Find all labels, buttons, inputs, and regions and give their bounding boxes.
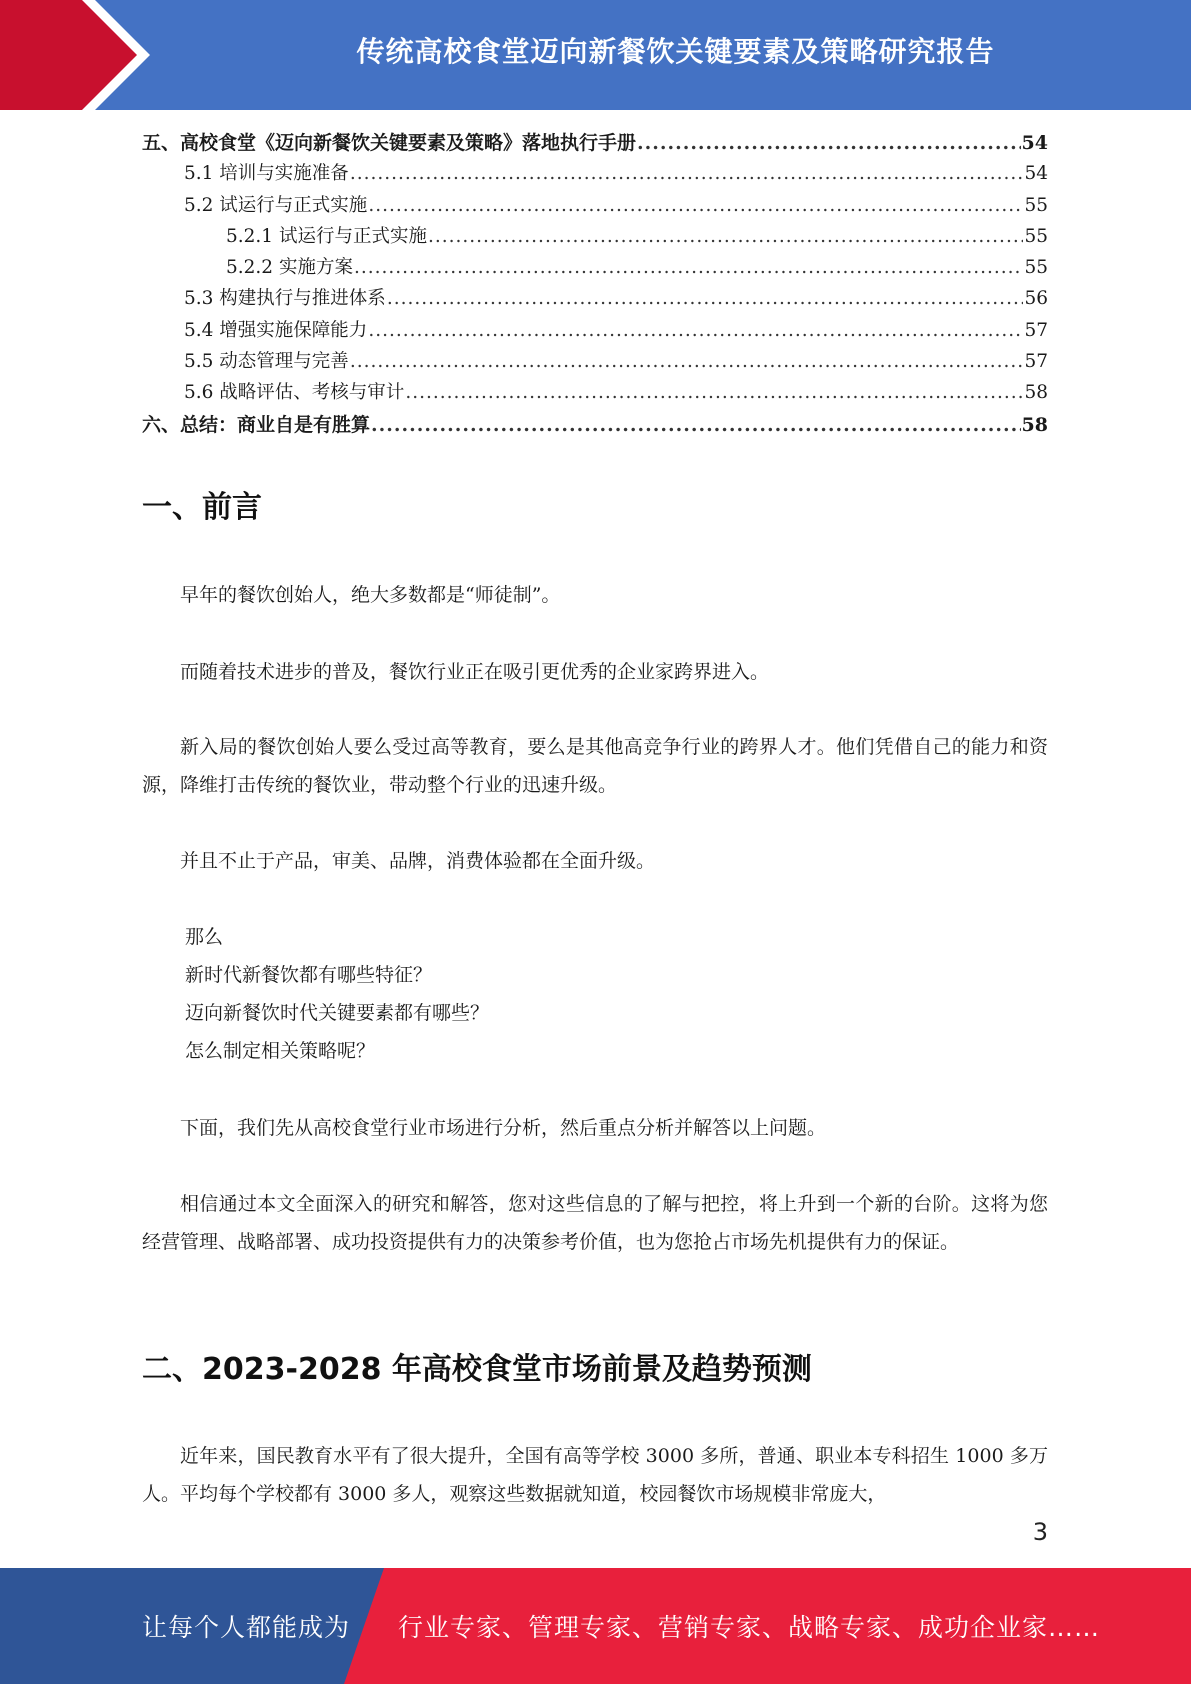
toc-leader-dots bbox=[428, 226, 1023, 247]
toc-entry-page: 55 bbox=[1024, 194, 1048, 216]
toc-leader-dots bbox=[350, 163, 1024, 184]
toc-entry-page: 58 bbox=[1021, 413, 1048, 436]
page-number: 3 bbox=[1032, 1518, 1048, 1546]
toc-entry-title: 5.6 战略评估、考核与审计 bbox=[184, 382, 405, 404]
toc-entry-page: 58 bbox=[1024, 382, 1048, 404]
body-paragraph: 早年的餐饮创始人，绝大多数都是“师徒制”。 bbox=[180, 584, 561, 606]
toc-leader-dots bbox=[368, 195, 1023, 216]
toc-entry[interactable] bbox=[142, 191, 1048, 222]
toc-entry-title: 5.3 构建执行与推进体系 bbox=[184, 288, 386, 310]
question-line: 那么 bbox=[185, 926, 224, 948]
footer-slogan-right: 行业专家、管理专家、营销专家、战略专家、成功企业家…… bbox=[398, 1613, 1101, 1642]
toc-entry[interactable] bbox=[142, 410, 1048, 441]
body-paragraph: 近年来，国民教育水平有了很大提升，全国有高等学校 3000 多所，普通、职业本专科招生 1000 多万人。平均每个学校都有 3000 多人，观察这些数据就知道，校园餐饮市场规模非常庞大， bbox=[142, 1445, 1048, 1505]
toc-entry-page: 56 bbox=[1024, 288, 1048, 310]
toc-entry-page: 55 bbox=[1024, 257, 1048, 279]
toc-entry[interactable] bbox=[142, 128, 1048, 159]
toc-leader-dots bbox=[637, 132, 1021, 154]
section-heading-preface: 一、前言 bbox=[142, 490, 262, 525]
toc-entry-title: 五、高校食堂《迈向新餐饮关键要素及策略》落地执行手册 bbox=[142, 132, 637, 154]
toc-leader-dots bbox=[387, 288, 1024, 309]
toc-entry[interactable] bbox=[142, 284, 1048, 315]
toc-entry[interactable] bbox=[142, 222, 1048, 253]
toc-entry-title: 5.4 增强实施保障能力 bbox=[184, 319, 368, 341]
page-footer bbox=[0, 1568, 1191, 1684]
body-paragraph: 而随着技术进步的普及，餐饮行业正在吸引更优秀的企业家跨界进入。 bbox=[180, 661, 770, 683]
page-header bbox=[0, 0, 1191, 110]
toc-leader-dots bbox=[350, 351, 1024, 372]
toc-entry-title: 5.5 动态管理与完善 bbox=[184, 351, 349, 373]
toc-entry-page: 54 bbox=[1024, 163, 1048, 185]
toc-entry-title: 六、总结：商业自是有胜算 bbox=[142, 413, 371, 436]
question-line: 迈向新餐饮时代关键要素都有哪些？ bbox=[185, 1002, 490, 1024]
toc-entry-title: 5.2.2 实施方案 bbox=[226, 257, 353, 279]
toc-entry-title: 5.1 培训与实施准备 bbox=[184, 163, 349, 185]
question-line: 怎么制定相关策略呢？ bbox=[185, 1040, 376, 1062]
toc-leader-dots bbox=[405, 382, 1023, 403]
body-paragraph: 并且不止于产品，审美、品牌，消费体验都在全面升级。 bbox=[180, 850, 656, 872]
toc-leader-dots bbox=[368, 320, 1023, 341]
table-of-contents bbox=[142, 128, 1048, 441]
toc-entry-title: 5.2.1 试运行与正式实施 bbox=[226, 225, 427, 247]
toc-entry[interactable] bbox=[142, 253, 1048, 284]
toc-entry[interactable] bbox=[142, 347, 1048, 378]
section-heading-market-outlook: 二、2023-2028 年高校食堂市场前景及趋势预测 bbox=[142, 1352, 812, 1387]
toc-leader-dots bbox=[354, 257, 1024, 278]
body-paragraph: 下面，我们先从高校食堂行业市场进行分析，然后重点分析并解答以上问题。 bbox=[180, 1117, 827, 1139]
body-paragraph: 相信通过本文全面深入的研究和解答，您对这些信息的了解与把控，将上升到一个新的台阶。这将为您经营管理、战略部署、成功投资提供有力的决策参考价值，也为您抢占市场先机提供有力的保证。 bbox=[142, 1193, 1048, 1253]
body-paragraph: 新入局的餐饮创始人要么受过高等教育，要么是其他高竞争行业的跨界人才。他们凭借自己的能力和资源，降维打击传统的餐饮业，带动整个行业的迅速升级。 bbox=[142, 736, 1048, 796]
toc-entry[interactable] bbox=[142, 159, 1048, 190]
toc-entry-title: 5.2 试运行与正式实施 bbox=[184, 194, 368, 216]
document-title: 传统高校食堂迈向新餐饮关键要素及策略研究报告 bbox=[356, 35, 995, 68]
toc-entry[interactable] bbox=[142, 316, 1048, 347]
footer-slogan-left: 让每个人都能成为 bbox=[142, 1613, 351, 1642]
toc-leader-dots bbox=[371, 414, 1021, 436]
toc-entry-page: 55 bbox=[1024, 225, 1048, 247]
toc-entry-page: 57 bbox=[1024, 319, 1048, 341]
toc-entry-page: 57 bbox=[1024, 351, 1048, 373]
toc-entry-page: 54 bbox=[1021, 132, 1048, 154]
question-line: 新时代新餐饮都有哪些特征？ bbox=[185, 964, 433, 986]
toc-entry[interactable] bbox=[142, 378, 1048, 409]
